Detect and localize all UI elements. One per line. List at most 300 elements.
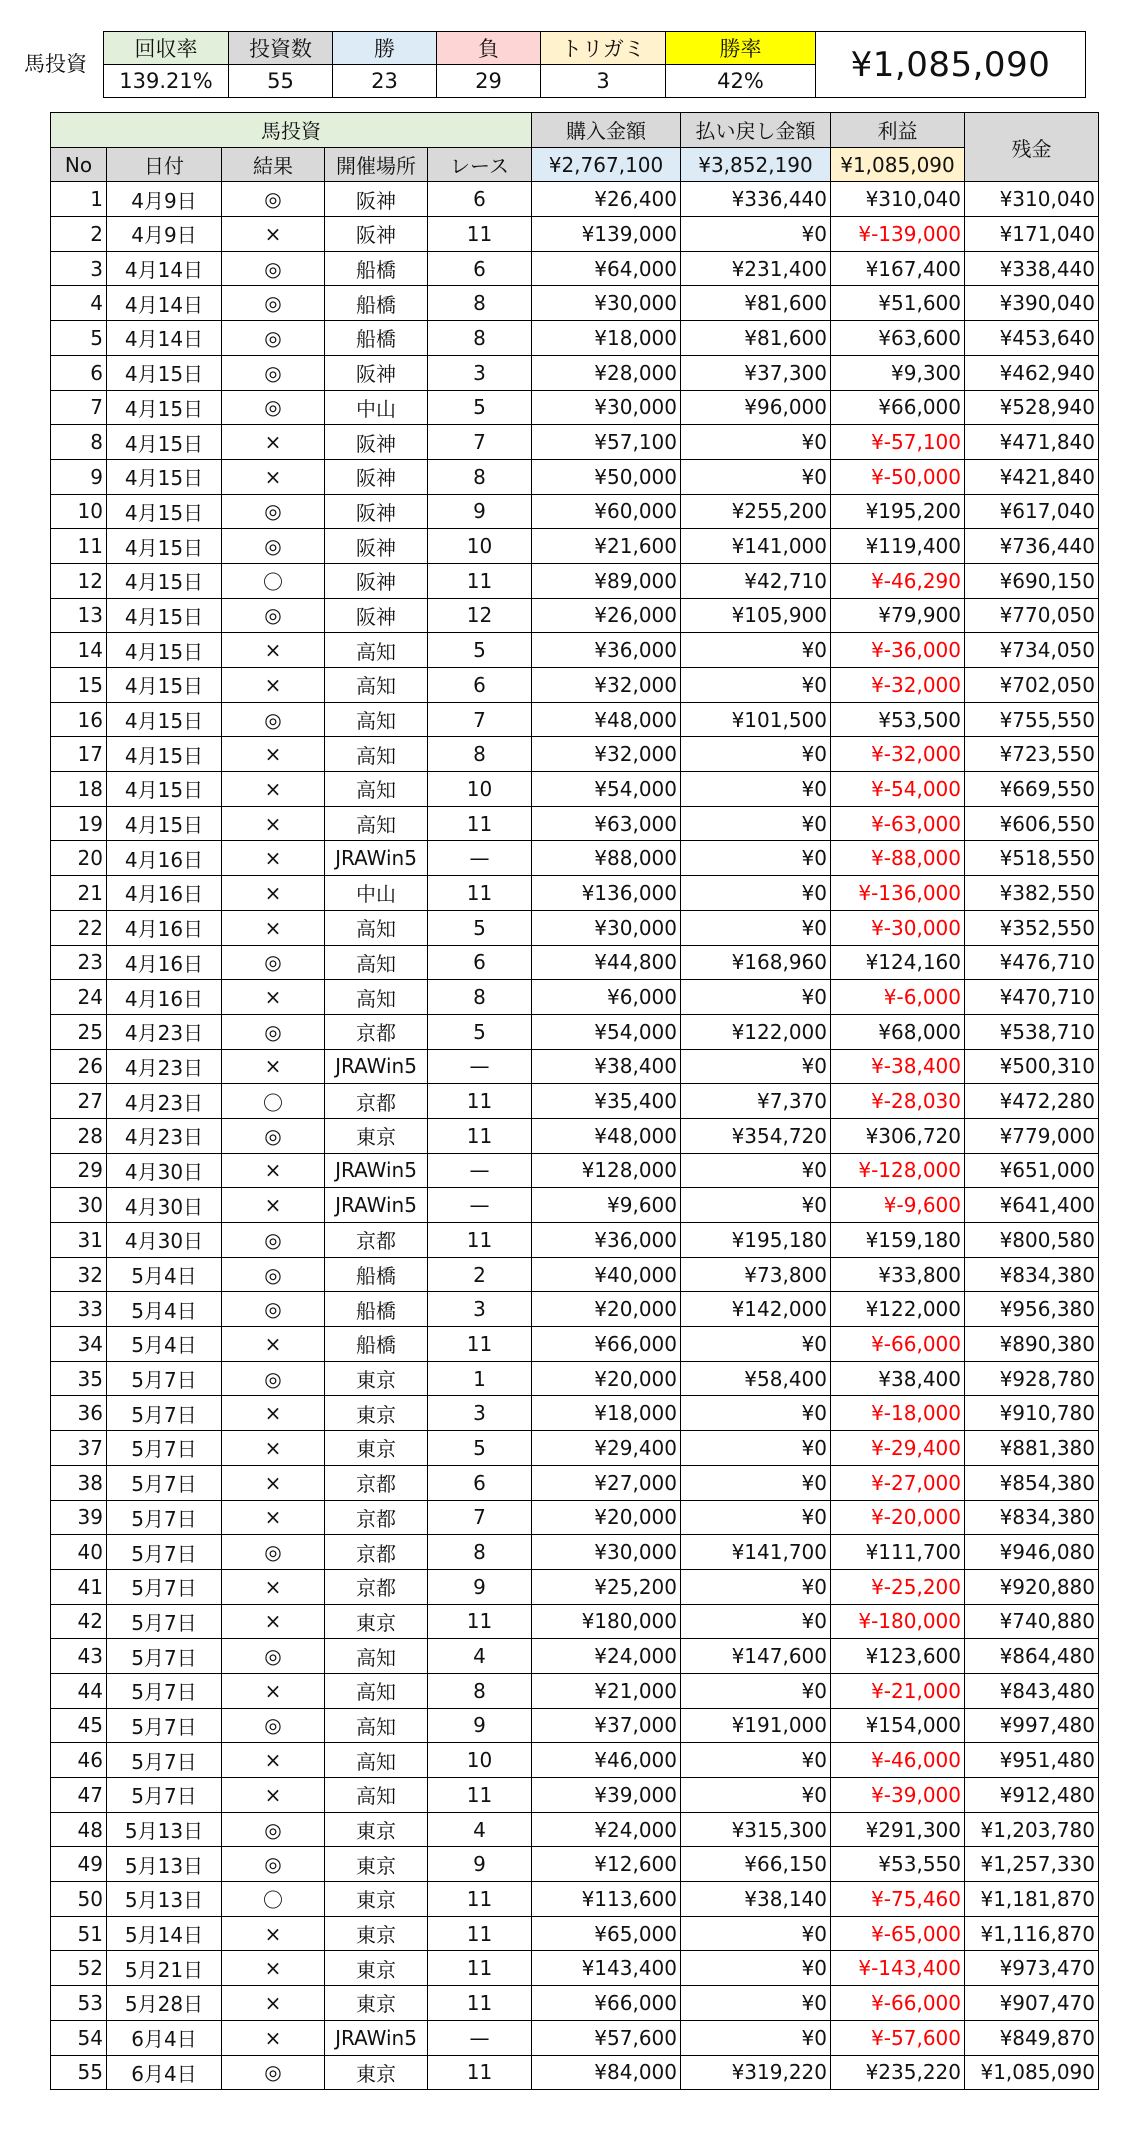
row-payout: ¥0 bbox=[681, 459, 831, 494]
table-row bbox=[51, 737, 1099, 772]
table-row bbox=[51, 1882, 1099, 1917]
row-venue: 高知 bbox=[325, 806, 428, 841]
row-date: 5月7日 bbox=[107, 1431, 222, 1466]
row-result: × bbox=[222, 1986, 325, 2021]
row-payout: ¥7,370 bbox=[681, 1084, 831, 1119]
row-payout: ¥0 bbox=[681, 1604, 831, 1639]
row-payout: ¥191,000 bbox=[681, 1708, 831, 1743]
row-result: × bbox=[222, 806, 325, 841]
row-balance: ¥736,440 bbox=[965, 529, 1099, 564]
row-race: 1 bbox=[428, 1361, 532, 1396]
row-venue: 京都 bbox=[325, 1465, 428, 1500]
row-race: 9 bbox=[428, 1708, 532, 1743]
row-race: 6 bbox=[428, 668, 532, 703]
row-balance: ¥1,203,780 bbox=[965, 1812, 1099, 1847]
row-purchase: ¥139,000 bbox=[532, 217, 681, 252]
table-row bbox=[51, 1118, 1099, 1153]
row-payout: ¥354,720 bbox=[681, 1118, 831, 1153]
row-venue: 中山 bbox=[325, 876, 428, 911]
row-venue: 京都 bbox=[325, 1084, 428, 1119]
row-date: 4月16日 bbox=[107, 980, 222, 1015]
row-race: 5 bbox=[428, 633, 532, 668]
row-no: 48 bbox=[51, 1812, 107, 1847]
row-venue: JRAWin5 bbox=[325, 1049, 428, 1084]
row-balance: ¥843,480 bbox=[965, 1673, 1099, 1708]
table-row bbox=[51, 910, 1099, 945]
row-race: 5 bbox=[428, 1431, 532, 1466]
row-purchase: ¥113,600 bbox=[532, 1882, 681, 1917]
row-profit: ¥291,300 bbox=[831, 1812, 965, 1847]
row-purchase: ¥50,000 bbox=[532, 459, 681, 494]
table-row bbox=[51, 182, 1099, 217]
row-profit: ¥-32,000 bbox=[831, 668, 965, 703]
row-race: 8 bbox=[428, 737, 532, 772]
table-row bbox=[51, 598, 1099, 633]
row-profit: ¥-36,000 bbox=[831, 633, 965, 668]
row-balance: ¥462,940 bbox=[965, 355, 1099, 390]
row-venue: 阪神 bbox=[325, 563, 428, 598]
row-purchase: ¥136,000 bbox=[532, 876, 681, 911]
row-purchase: ¥64,000 bbox=[532, 251, 681, 286]
row-purchase: ¥27,000 bbox=[532, 1465, 681, 1500]
table-row bbox=[51, 1153, 1099, 1188]
row-venue: 高知 bbox=[325, 1708, 428, 1743]
row-no: 23 bbox=[51, 945, 107, 980]
row-no: 47 bbox=[51, 1778, 107, 1813]
row-purchase: ¥12,600 bbox=[532, 1847, 681, 1882]
row-no: 51 bbox=[51, 1916, 107, 1951]
table-row bbox=[51, 772, 1099, 807]
row-payout: ¥37,300 bbox=[681, 355, 831, 390]
row-purchase: ¥60,000 bbox=[532, 494, 681, 529]
row-payout: ¥38,140 bbox=[681, 1882, 831, 1917]
row-venue: 阪神 bbox=[325, 355, 428, 390]
row-balance: ¥453,640 bbox=[965, 321, 1099, 356]
row-purchase: ¥32,000 bbox=[532, 668, 681, 703]
row-purchase: ¥66,000 bbox=[532, 1986, 681, 2021]
table-row bbox=[51, 1847, 1099, 1882]
row-venue: 京都 bbox=[325, 1569, 428, 1604]
row-no: 33 bbox=[51, 1292, 107, 1327]
ledger-body bbox=[51, 182, 1099, 2090]
row-result: × bbox=[222, 1569, 325, 1604]
row-payout: ¥141,000 bbox=[681, 529, 831, 564]
row-result: × bbox=[222, 980, 325, 1015]
row-date: 4月15日 bbox=[107, 390, 222, 425]
row-profit: ¥-180,000 bbox=[831, 1604, 965, 1639]
row-race: 7 bbox=[428, 702, 532, 737]
row-payout: ¥0 bbox=[681, 1431, 831, 1466]
row-race: 4 bbox=[428, 1812, 532, 1847]
row-no: 49 bbox=[51, 1847, 107, 1882]
row-no: 46 bbox=[51, 1743, 107, 1778]
row-result: ◎ bbox=[222, 1361, 325, 1396]
row-race: 5 bbox=[428, 910, 532, 945]
row-purchase: ¥40,000 bbox=[532, 1257, 681, 1292]
balance-total: ¥1,085,090 bbox=[816, 32, 1086, 98]
row-result: 〇 bbox=[222, 1882, 325, 1917]
table-row bbox=[51, 563, 1099, 598]
row-profit: ¥-57,600 bbox=[831, 2020, 965, 2055]
row-payout: ¥101,500 bbox=[681, 702, 831, 737]
row-result: × bbox=[222, 1465, 325, 1500]
row-no: 2 bbox=[51, 217, 107, 252]
table-row bbox=[51, 321, 1099, 356]
row-payout: ¥195,180 bbox=[681, 1223, 831, 1258]
row-profit: ¥-65,000 bbox=[831, 1916, 965, 1951]
row-date: 4月30日 bbox=[107, 1223, 222, 1258]
row-no: 19 bbox=[51, 806, 107, 841]
row-payout: ¥0 bbox=[681, 1396, 831, 1431]
row-date: 4月15日 bbox=[107, 668, 222, 703]
row-purchase: ¥21,000 bbox=[532, 1673, 681, 1708]
table-row bbox=[51, 425, 1099, 460]
row-race: 8 bbox=[428, 980, 532, 1015]
row-result: × bbox=[222, 668, 325, 703]
row-no: 15 bbox=[51, 668, 107, 703]
table-row bbox=[51, 1673, 1099, 1708]
row-payout: ¥142,000 bbox=[681, 1292, 831, 1327]
row-balance: ¥518,550 bbox=[965, 841, 1099, 876]
row-payout: ¥105,900 bbox=[681, 598, 831, 633]
row-date: 5月7日 bbox=[107, 1535, 222, 1570]
table-row bbox=[51, 1257, 1099, 1292]
row-result: ◎ bbox=[222, 945, 325, 980]
row-balance: ¥702,050 bbox=[965, 668, 1099, 703]
row-result: ◎ bbox=[222, 355, 325, 390]
row-no: 9 bbox=[51, 459, 107, 494]
row-venue: 京都 bbox=[325, 1535, 428, 1570]
row-venue: 東京 bbox=[325, 1882, 428, 1917]
row-profit: ¥122,000 bbox=[831, 1292, 965, 1327]
row-no: 22 bbox=[51, 910, 107, 945]
row-venue: 京都 bbox=[325, 1014, 428, 1049]
row-venue: 高知 bbox=[325, 1639, 428, 1674]
row-date: 5月7日 bbox=[107, 1778, 222, 1813]
row-balance: ¥310,040 bbox=[965, 182, 1099, 217]
row-venue: 高知 bbox=[325, 945, 428, 980]
row-result: × bbox=[222, 876, 325, 911]
row-profit: ¥195,200 bbox=[831, 494, 965, 529]
row-profit: ¥-39,000 bbox=[831, 1778, 965, 1813]
row-no: 4 bbox=[51, 286, 107, 321]
row-no: 50 bbox=[51, 1882, 107, 1917]
table-row bbox=[51, 251, 1099, 286]
row-payout: ¥0 bbox=[681, 1778, 831, 1813]
row-payout: ¥147,600 bbox=[681, 1639, 831, 1674]
date-header: 日付 bbox=[107, 147, 222, 182]
row-date: 5月28日 bbox=[107, 1986, 222, 2021]
row-date: 4月23日 bbox=[107, 1049, 222, 1084]
row-race: 11 bbox=[428, 1882, 532, 1917]
row-race: 6 bbox=[428, 251, 532, 286]
row-payout: ¥0 bbox=[681, 980, 831, 1015]
row-date: 4月15日 bbox=[107, 633, 222, 668]
summary-title: 馬投資 bbox=[24, 52, 87, 76]
row-profit: ¥154,000 bbox=[831, 1708, 965, 1743]
row-date: 4月15日 bbox=[107, 806, 222, 841]
row-race: 9 bbox=[428, 1569, 532, 1604]
row-venue: 船橋 bbox=[325, 251, 428, 286]
row-payout: ¥0 bbox=[681, 668, 831, 703]
row-race: — bbox=[428, 841, 532, 876]
row-result: ◎ bbox=[222, 598, 325, 633]
row-race: 8 bbox=[428, 321, 532, 356]
row-result: × bbox=[222, 1431, 325, 1466]
table-row bbox=[51, 806, 1099, 841]
row-profit: ¥66,000 bbox=[831, 390, 965, 425]
row-profit: ¥33,800 bbox=[831, 1257, 965, 1292]
table-row bbox=[51, 2055, 1099, 2090]
row-race: 11 bbox=[428, 2055, 532, 2090]
row-payout: ¥81,600 bbox=[681, 286, 831, 321]
row-payout: ¥0 bbox=[681, 633, 831, 668]
row-payout: ¥0 bbox=[681, 1500, 831, 1535]
table-row bbox=[51, 1361, 1099, 1396]
row-race: 7 bbox=[428, 425, 532, 460]
row-no: 21 bbox=[51, 876, 107, 911]
row-purchase: ¥20,000 bbox=[532, 1361, 681, 1396]
row-balance: ¥740,880 bbox=[965, 1604, 1099, 1639]
row-profit: ¥-66,000 bbox=[831, 1327, 965, 1362]
row-date: 5月7日 bbox=[107, 1569, 222, 1604]
row-no: 35 bbox=[51, 1361, 107, 1396]
row-result: × bbox=[222, 1049, 325, 1084]
row-profit: ¥-46,290 bbox=[831, 563, 965, 598]
row-result: ◎ bbox=[222, 1257, 325, 1292]
row-balance: ¥910,780 bbox=[965, 1396, 1099, 1431]
row-purchase: ¥30,000 bbox=[532, 286, 681, 321]
row-payout: ¥0 bbox=[681, 1188, 831, 1223]
row-payout: ¥0 bbox=[681, 1569, 831, 1604]
table-row bbox=[51, 668, 1099, 703]
row-profit: ¥51,600 bbox=[831, 286, 965, 321]
row-venue: 東京 bbox=[325, 1396, 428, 1431]
row-date: 4月16日 bbox=[107, 910, 222, 945]
row-no: 17 bbox=[51, 737, 107, 772]
row-result: × bbox=[222, 772, 325, 807]
row-purchase: ¥88,000 bbox=[532, 841, 681, 876]
row-date: 5月13日 bbox=[107, 1812, 222, 1847]
row-no: 6 bbox=[51, 355, 107, 390]
row-purchase: ¥35,400 bbox=[532, 1084, 681, 1119]
row-purchase: ¥20,000 bbox=[532, 1292, 681, 1327]
row-profit: ¥-66,000 bbox=[831, 1986, 965, 2021]
row-race: — bbox=[428, 1188, 532, 1223]
table-row bbox=[51, 1014, 1099, 1049]
row-balance: ¥500,310 bbox=[965, 1049, 1099, 1084]
row-date: 4月23日 bbox=[107, 1084, 222, 1119]
row-result: ◎ bbox=[222, 1847, 325, 1882]
row-result: × bbox=[222, 1743, 325, 1778]
row-profit: ¥-50,000 bbox=[831, 459, 965, 494]
row-date: 4月16日 bbox=[107, 876, 222, 911]
row-venue: JRAWin5 bbox=[325, 1153, 428, 1188]
row-purchase: ¥48,000 bbox=[532, 1118, 681, 1153]
row-venue: 阪神 bbox=[325, 494, 428, 529]
wins-value: 23 bbox=[333, 65, 437, 98]
row-no: 18 bbox=[51, 772, 107, 807]
table-row bbox=[51, 1639, 1099, 1674]
table-row bbox=[51, 1916, 1099, 1951]
row-purchase: ¥180,000 bbox=[532, 1604, 681, 1639]
row-profit: ¥111,700 bbox=[831, 1535, 965, 1570]
row-result: × bbox=[222, 737, 325, 772]
row-race: 6 bbox=[428, 945, 532, 980]
row-result: ◎ bbox=[222, 1708, 325, 1743]
row-result: ◎ bbox=[222, 251, 325, 286]
row-balance: ¥946,080 bbox=[965, 1535, 1099, 1570]
row-date: 6月4日 bbox=[107, 2055, 222, 2090]
row-payout: ¥0 bbox=[681, 1327, 831, 1362]
row-venue: 阪神 bbox=[325, 459, 428, 494]
race-header: レース bbox=[428, 147, 532, 182]
row-result: ◎ bbox=[222, 182, 325, 217]
row-purchase: ¥63,000 bbox=[532, 806, 681, 841]
table-row bbox=[51, 841, 1099, 876]
row-payout: ¥0 bbox=[681, 910, 831, 945]
row-balance: ¥834,380 bbox=[965, 1257, 1099, 1292]
row-race: 8 bbox=[428, 1535, 532, 1570]
row-no: 20 bbox=[51, 841, 107, 876]
row-purchase: ¥84,000 bbox=[532, 2055, 681, 2090]
row-payout: ¥0 bbox=[681, 1049, 831, 1084]
row-purchase: ¥89,000 bbox=[532, 563, 681, 598]
row-race: 6 bbox=[428, 1465, 532, 1500]
row-race: 11 bbox=[428, 806, 532, 841]
table-row bbox=[51, 1778, 1099, 1813]
row-payout: ¥0 bbox=[681, 425, 831, 460]
row-result: ◎ bbox=[222, 286, 325, 321]
row-venue: 高知 bbox=[325, 702, 428, 737]
row-race: 10 bbox=[428, 1743, 532, 1778]
row-balance: ¥1,181,870 bbox=[965, 1882, 1099, 1917]
row-balance: ¥538,710 bbox=[965, 1014, 1099, 1049]
row-venue: 東京 bbox=[325, 1361, 428, 1396]
row-result: ◎ bbox=[222, 1812, 325, 1847]
row-balance: ¥912,480 bbox=[965, 1778, 1099, 1813]
row-no: 26 bbox=[51, 1049, 107, 1084]
row-no: 10 bbox=[51, 494, 107, 529]
row-race: 11 bbox=[428, 1118, 532, 1153]
row-profit: ¥-139,000 bbox=[831, 217, 965, 252]
row-no: 30 bbox=[51, 1188, 107, 1223]
table-row bbox=[51, 1812, 1099, 1847]
row-profit: ¥-63,000 bbox=[831, 806, 965, 841]
row-profit: ¥-75,460 bbox=[831, 1882, 965, 1917]
win-rate-header: 勝率 bbox=[666, 32, 816, 65]
row-venue: 阪神 bbox=[325, 529, 428, 564]
row-venue: 東京 bbox=[325, 1431, 428, 1466]
row-no: 40 bbox=[51, 1535, 107, 1570]
table-row bbox=[51, 1292, 1099, 1327]
row-date: 5月7日 bbox=[107, 1639, 222, 1674]
table-row bbox=[51, 217, 1099, 252]
table-row bbox=[51, 2020, 1099, 2055]
row-profit: ¥306,720 bbox=[831, 1118, 965, 1153]
row-race: — bbox=[428, 2020, 532, 2055]
row-date: 5月4日 bbox=[107, 1292, 222, 1327]
row-balance: ¥770,050 bbox=[965, 598, 1099, 633]
row-balance: ¥476,710 bbox=[965, 945, 1099, 980]
row-no: 53 bbox=[51, 1986, 107, 2021]
row-venue: 船橋 bbox=[325, 1327, 428, 1362]
row-balance: ¥1,257,330 bbox=[965, 1847, 1099, 1882]
row-balance: ¥951,480 bbox=[965, 1743, 1099, 1778]
row-result: ◎ bbox=[222, 494, 325, 529]
row-payout: ¥0 bbox=[681, 876, 831, 911]
row-date: 4月14日 bbox=[107, 286, 222, 321]
row-balance: ¥171,040 bbox=[965, 217, 1099, 252]
row-purchase: ¥26,400 bbox=[532, 182, 681, 217]
row-profit: ¥63,600 bbox=[831, 321, 965, 356]
row-purchase: ¥57,600 bbox=[532, 2020, 681, 2055]
row-profit: ¥-20,000 bbox=[831, 1500, 965, 1535]
purchase-total: ¥2,767,100 bbox=[532, 147, 681, 182]
row-profit: ¥-6,000 bbox=[831, 980, 965, 1015]
row-no: 25 bbox=[51, 1014, 107, 1049]
row-profit: ¥-143,400 bbox=[831, 1951, 965, 1986]
row-date: 4月15日 bbox=[107, 772, 222, 807]
row-payout: ¥336,440 bbox=[681, 182, 831, 217]
row-payout: ¥0 bbox=[681, 2020, 831, 2055]
row-race: 8 bbox=[428, 1673, 532, 1708]
table-row bbox=[51, 529, 1099, 564]
row-result: ◎ bbox=[222, 1118, 325, 1153]
row-result: × bbox=[222, 1396, 325, 1431]
row-purchase: ¥25,200 bbox=[532, 1569, 681, 1604]
row-date: 4月16日 bbox=[107, 841, 222, 876]
result-header: 結果 bbox=[222, 147, 325, 182]
row-purchase: ¥30,000 bbox=[532, 1535, 681, 1570]
table-row bbox=[51, 1431, 1099, 1466]
table-row bbox=[51, 286, 1099, 321]
row-race: 8 bbox=[428, 286, 532, 321]
row-result: × bbox=[222, 1188, 325, 1223]
row-date: 4月15日 bbox=[107, 737, 222, 772]
row-venue: 高知 bbox=[325, 1778, 428, 1813]
row-no: 41 bbox=[51, 1569, 107, 1604]
row-result: × bbox=[222, 1604, 325, 1639]
row-result: × bbox=[222, 1153, 325, 1188]
row-race: 4 bbox=[428, 1639, 532, 1674]
row-purchase: ¥65,000 bbox=[532, 1916, 681, 1951]
row-balance: ¥755,550 bbox=[965, 702, 1099, 737]
row-date: 4月9日 bbox=[107, 217, 222, 252]
row-profit: ¥68,000 bbox=[831, 1014, 965, 1049]
row-venue: 東京 bbox=[325, 1916, 428, 1951]
row-payout: ¥66,150 bbox=[681, 1847, 831, 1882]
row-profit: ¥-88,000 bbox=[831, 841, 965, 876]
row-balance: ¥651,000 bbox=[965, 1153, 1099, 1188]
row-payout: ¥0 bbox=[681, 1673, 831, 1708]
row-venue: 東京 bbox=[325, 1812, 428, 1847]
table-row bbox=[51, 980, 1099, 1015]
row-payout: ¥0 bbox=[681, 841, 831, 876]
ledger-group-title: 馬投資 bbox=[51, 113, 532, 148]
row-balance: ¥956,380 bbox=[965, 1292, 1099, 1327]
row-no: 13 bbox=[51, 598, 107, 633]
table-row bbox=[51, 1188, 1099, 1223]
table-row bbox=[51, 1708, 1099, 1743]
row-profit: ¥79,900 bbox=[831, 598, 965, 633]
row-result: × bbox=[222, 1778, 325, 1813]
row-no: 36 bbox=[51, 1396, 107, 1431]
row-balance: ¥606,550 bbox=[965, 806, 1099, 841]
row-payout: ¥319,220 bbox=[681, 2055, 831, 2090]
row-purchase: ¥18,000 bbox=[532, 1396, 681, 1431]
profit-total: ¥1,085,090 bbox=[831, 147, 965, 182]
